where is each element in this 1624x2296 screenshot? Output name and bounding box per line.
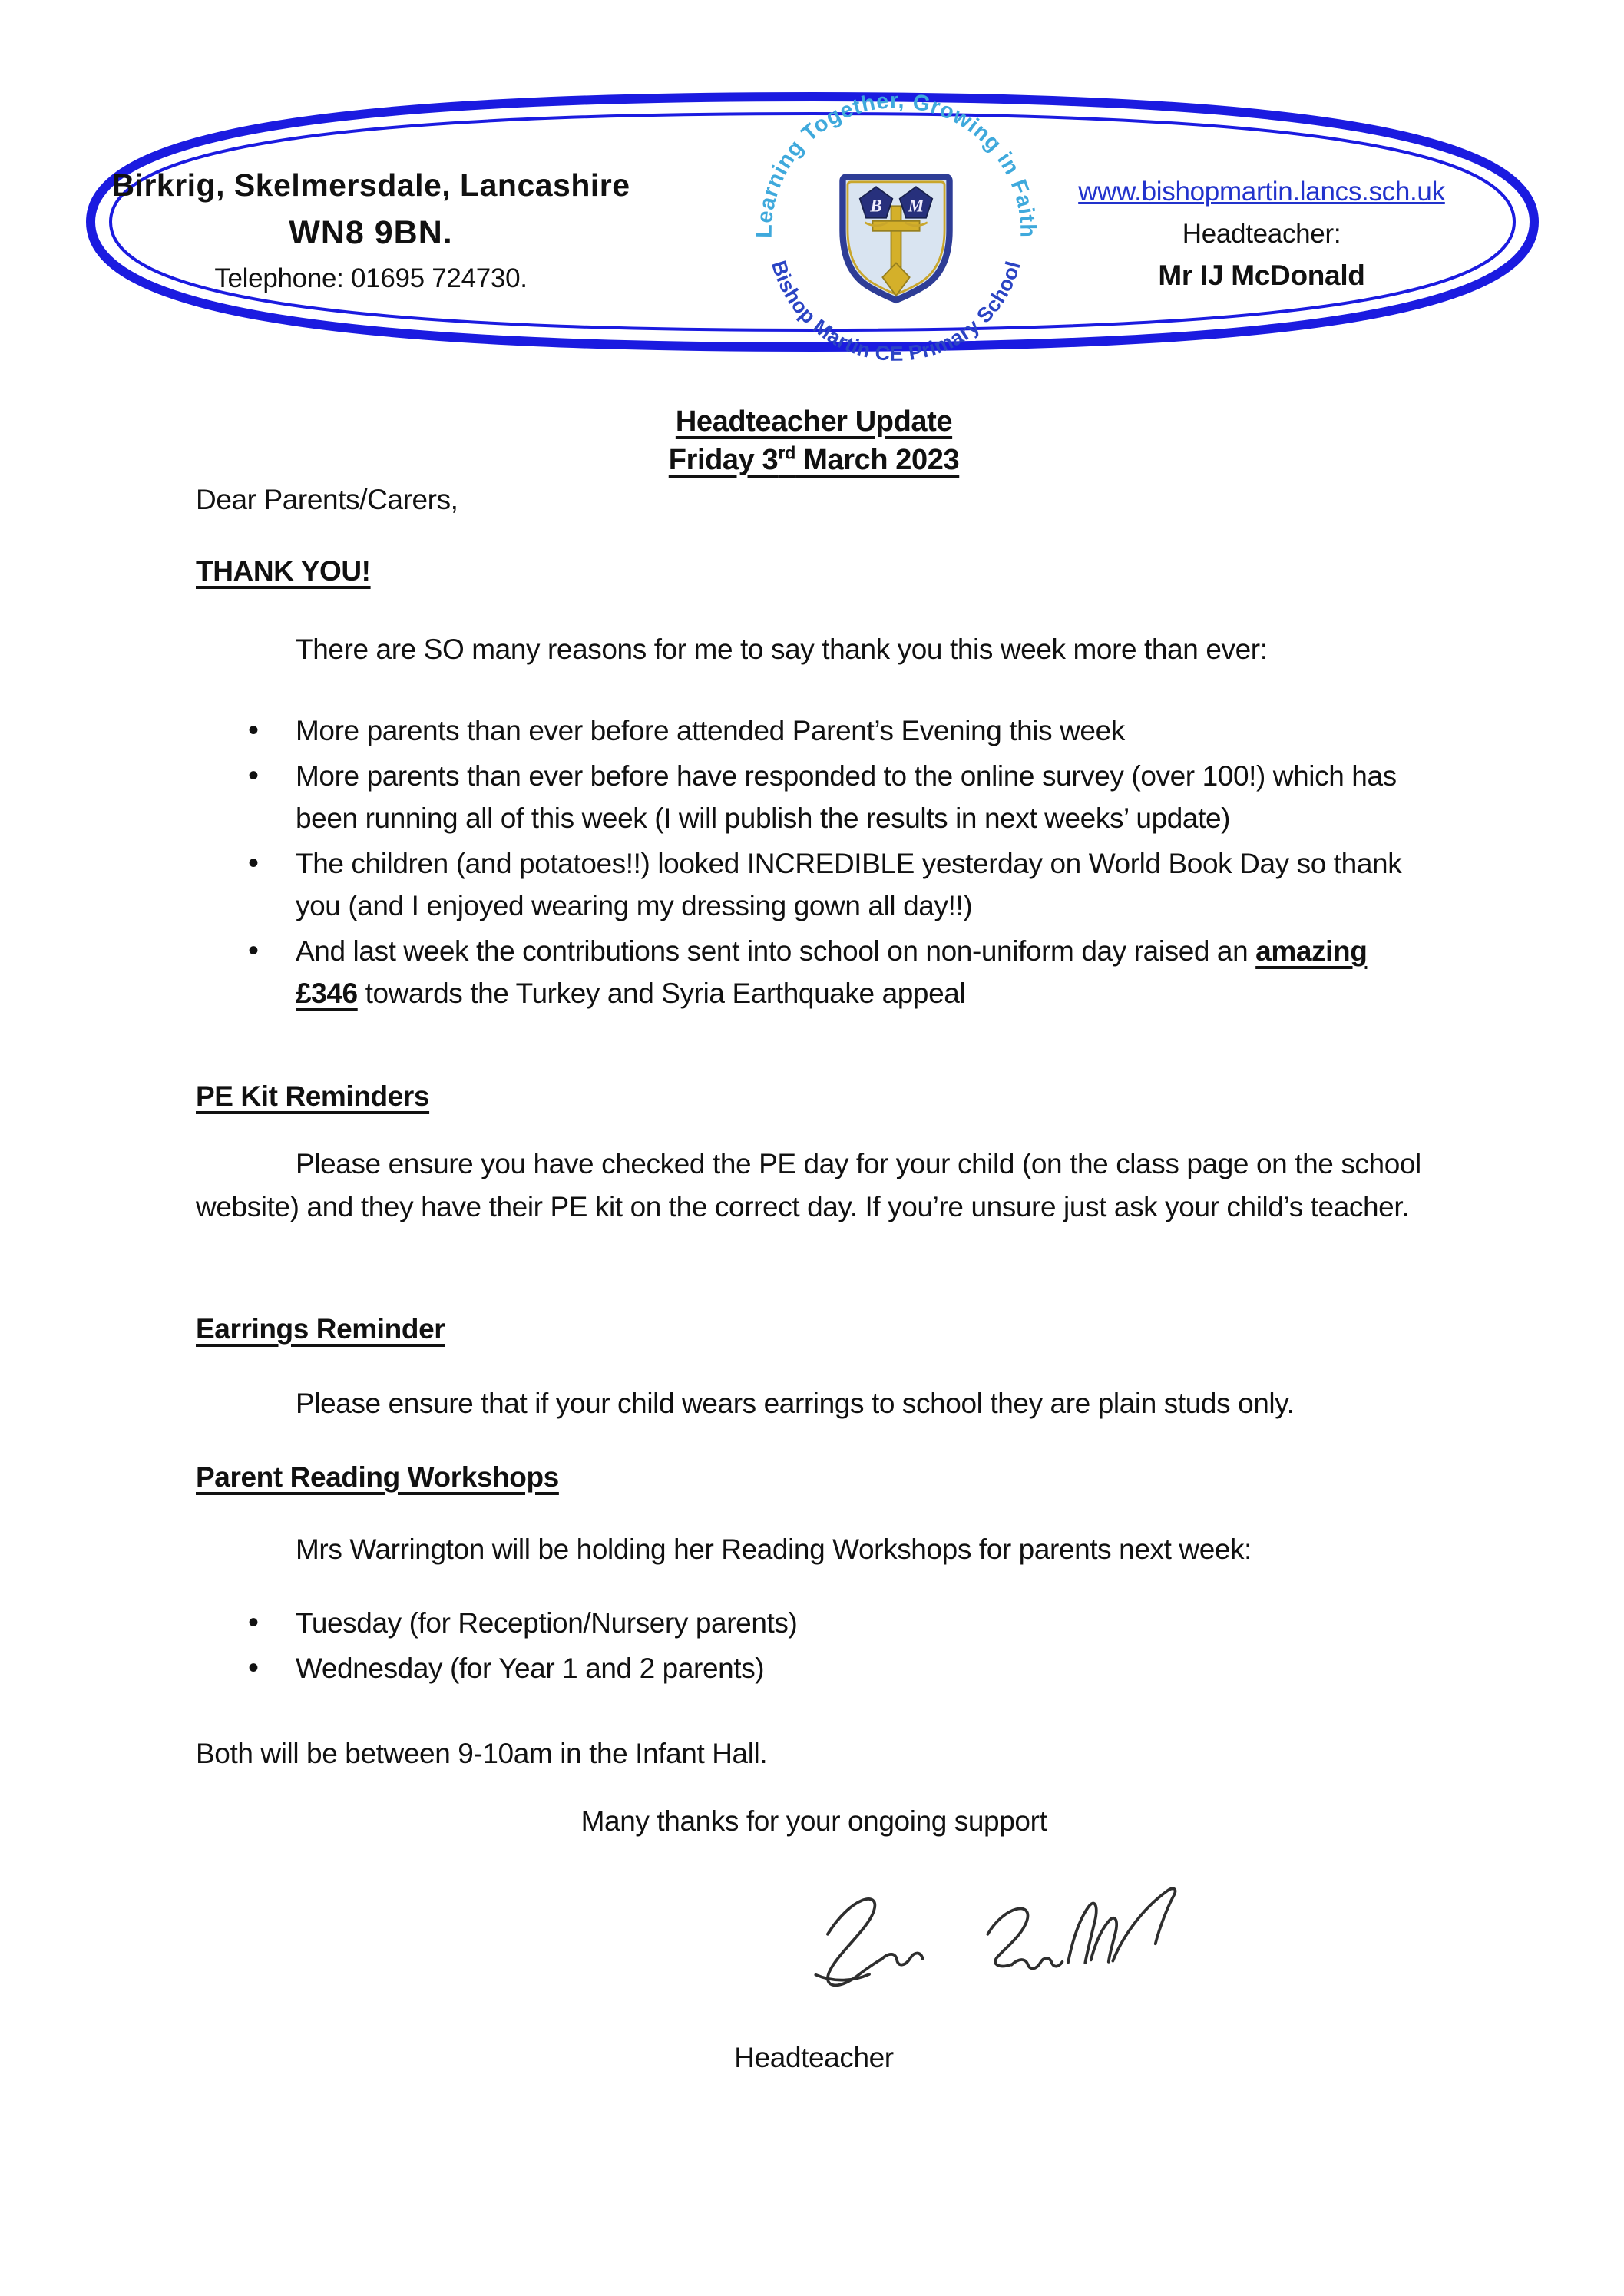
reading-workshops-heading: Parent Reading Workshops bbox=[196, 1461, 559, 1493]
thank-you-heading: THANK YOU! bbox=[196, 555, 371, 587]
pe-kit-heading: PE Kit Reminders bbox=[196, 1080, 430, 1112]
logo-motto-top: Learning Together, Growing in Faith bbox=[752, 88, 1040, 238]
school-website-link[interactable]: www.bishopmartin.lancs.sch.uk bbox=[1078, 177, 1445, 207]
closing-line: Many thanks for your ongoing support bbox=[580, 1805, 1047, 1837]
address-line-1: Birkrig, Skelmersdale, Lancashire bbox=[111, 167, 630, 203]
bullet-item: • More parents than ever before have responded to the online survey (over 100!) which has been running all of this week (I will publish the results in next weeks’ update) bbox=[196, 755, 1432, 839]
headteacher-label: Headteacher: bbox=[1182, 219, 1341, 249]
earrings-paragraph: Please ensure that if your child wears earrings to school they are plain studs only. bbox=[296, 1388, 1295, 1419]
headteacher-name: Mr IJ McDonald bbox=[1158, 260, 1365, 291]
pe-kit-paragraph: Please ensure you have checked the PE day for your child (on the class page on the school website) and they have their PE kit on the correct day. If you’re unsure just ask your child’s teacher. bbox=[196, 1148, 1421, 1222]
signoff-role: Headteacher bbox=[734, 2042, 894, 2073]
bullet-item: • More parents than ever before attended Parent’s Evening this week bbox=[196, 710, 1432, 752]
shield-letter-b: B bbox=[870, 196, 882, 217]
reading-workshops-intro: Mrs Warrington will be holding her Reading Workshops for parents next week: bbox=[296, 1533, 1252, 1565]
bullet-highlight: amazing £346 bbox=[296, 935, 1368, 1009]
date-ordinal: rd bbox=[778, 442, 796, 463]
address-line-2: WN8 9BN. bbox=[289, 214, 453, 251]
letter-title bbox=[196, 402, 1432, 479]
earrings-heading: Earrings Reminder bbox=[196, 1313, 445, 1345]
title-line-1: Headteacher Update bbox=[675, 405, 953, 438]
signature-image bbox=[787, 1874, 1217, 2004]
thank-you-intro: There are SO many reasons for me to say thank you this week more than ever: bbox=[296, 634, 1268, 665]
bullet-item: • The children (and potatoes!!) looked INCREDIBLE yesterday on World Book Day so thank you (and I enjoyed wearing my dressing gown all day!!) bbox=[196, 842, 1432, 927]
salutation: Dear Parents/Carers, bbox=[196, 484, 458, 515]
letter-content bbox=[196, 0, 1432, 2296]
reading-bullet-list bbox=[196, 1602, 1432, 1692]
title-line-2: Friday 3rd March 2023 bbox=[668, 442, 960, 476]
thank-you-bullet-list bbox=[196, 710, 1432, 1017]
logo-school-name: Bishop Martin CE Primary School bbox=[766, 257, 1025, 366]
bullet-item: • Tuesday (for Reception/Nursery parents) bbox=[196, 1602, 1432, 1644]
telephone-line: Telephone: 01695 724730. bbox=[214, 263, 528, 293]
workshop-time-note: Both will be between 9-10am in the Infant Hall. bbox=[196, 1738, 768, 1769]
bullet-item: • Wednesday (for Year 1 and 2 parents) bbox=[196, 1647, 1432, 1689]
shield-letter-m: M bbox=[908, 196, 924, 217]
bullet-item: • And last week the contributions sent into school on non-uniform day raised an amazing £346 towards the Turkey and Syria Earthquake appeal bbox=[196, 930, 1432, 1014]
